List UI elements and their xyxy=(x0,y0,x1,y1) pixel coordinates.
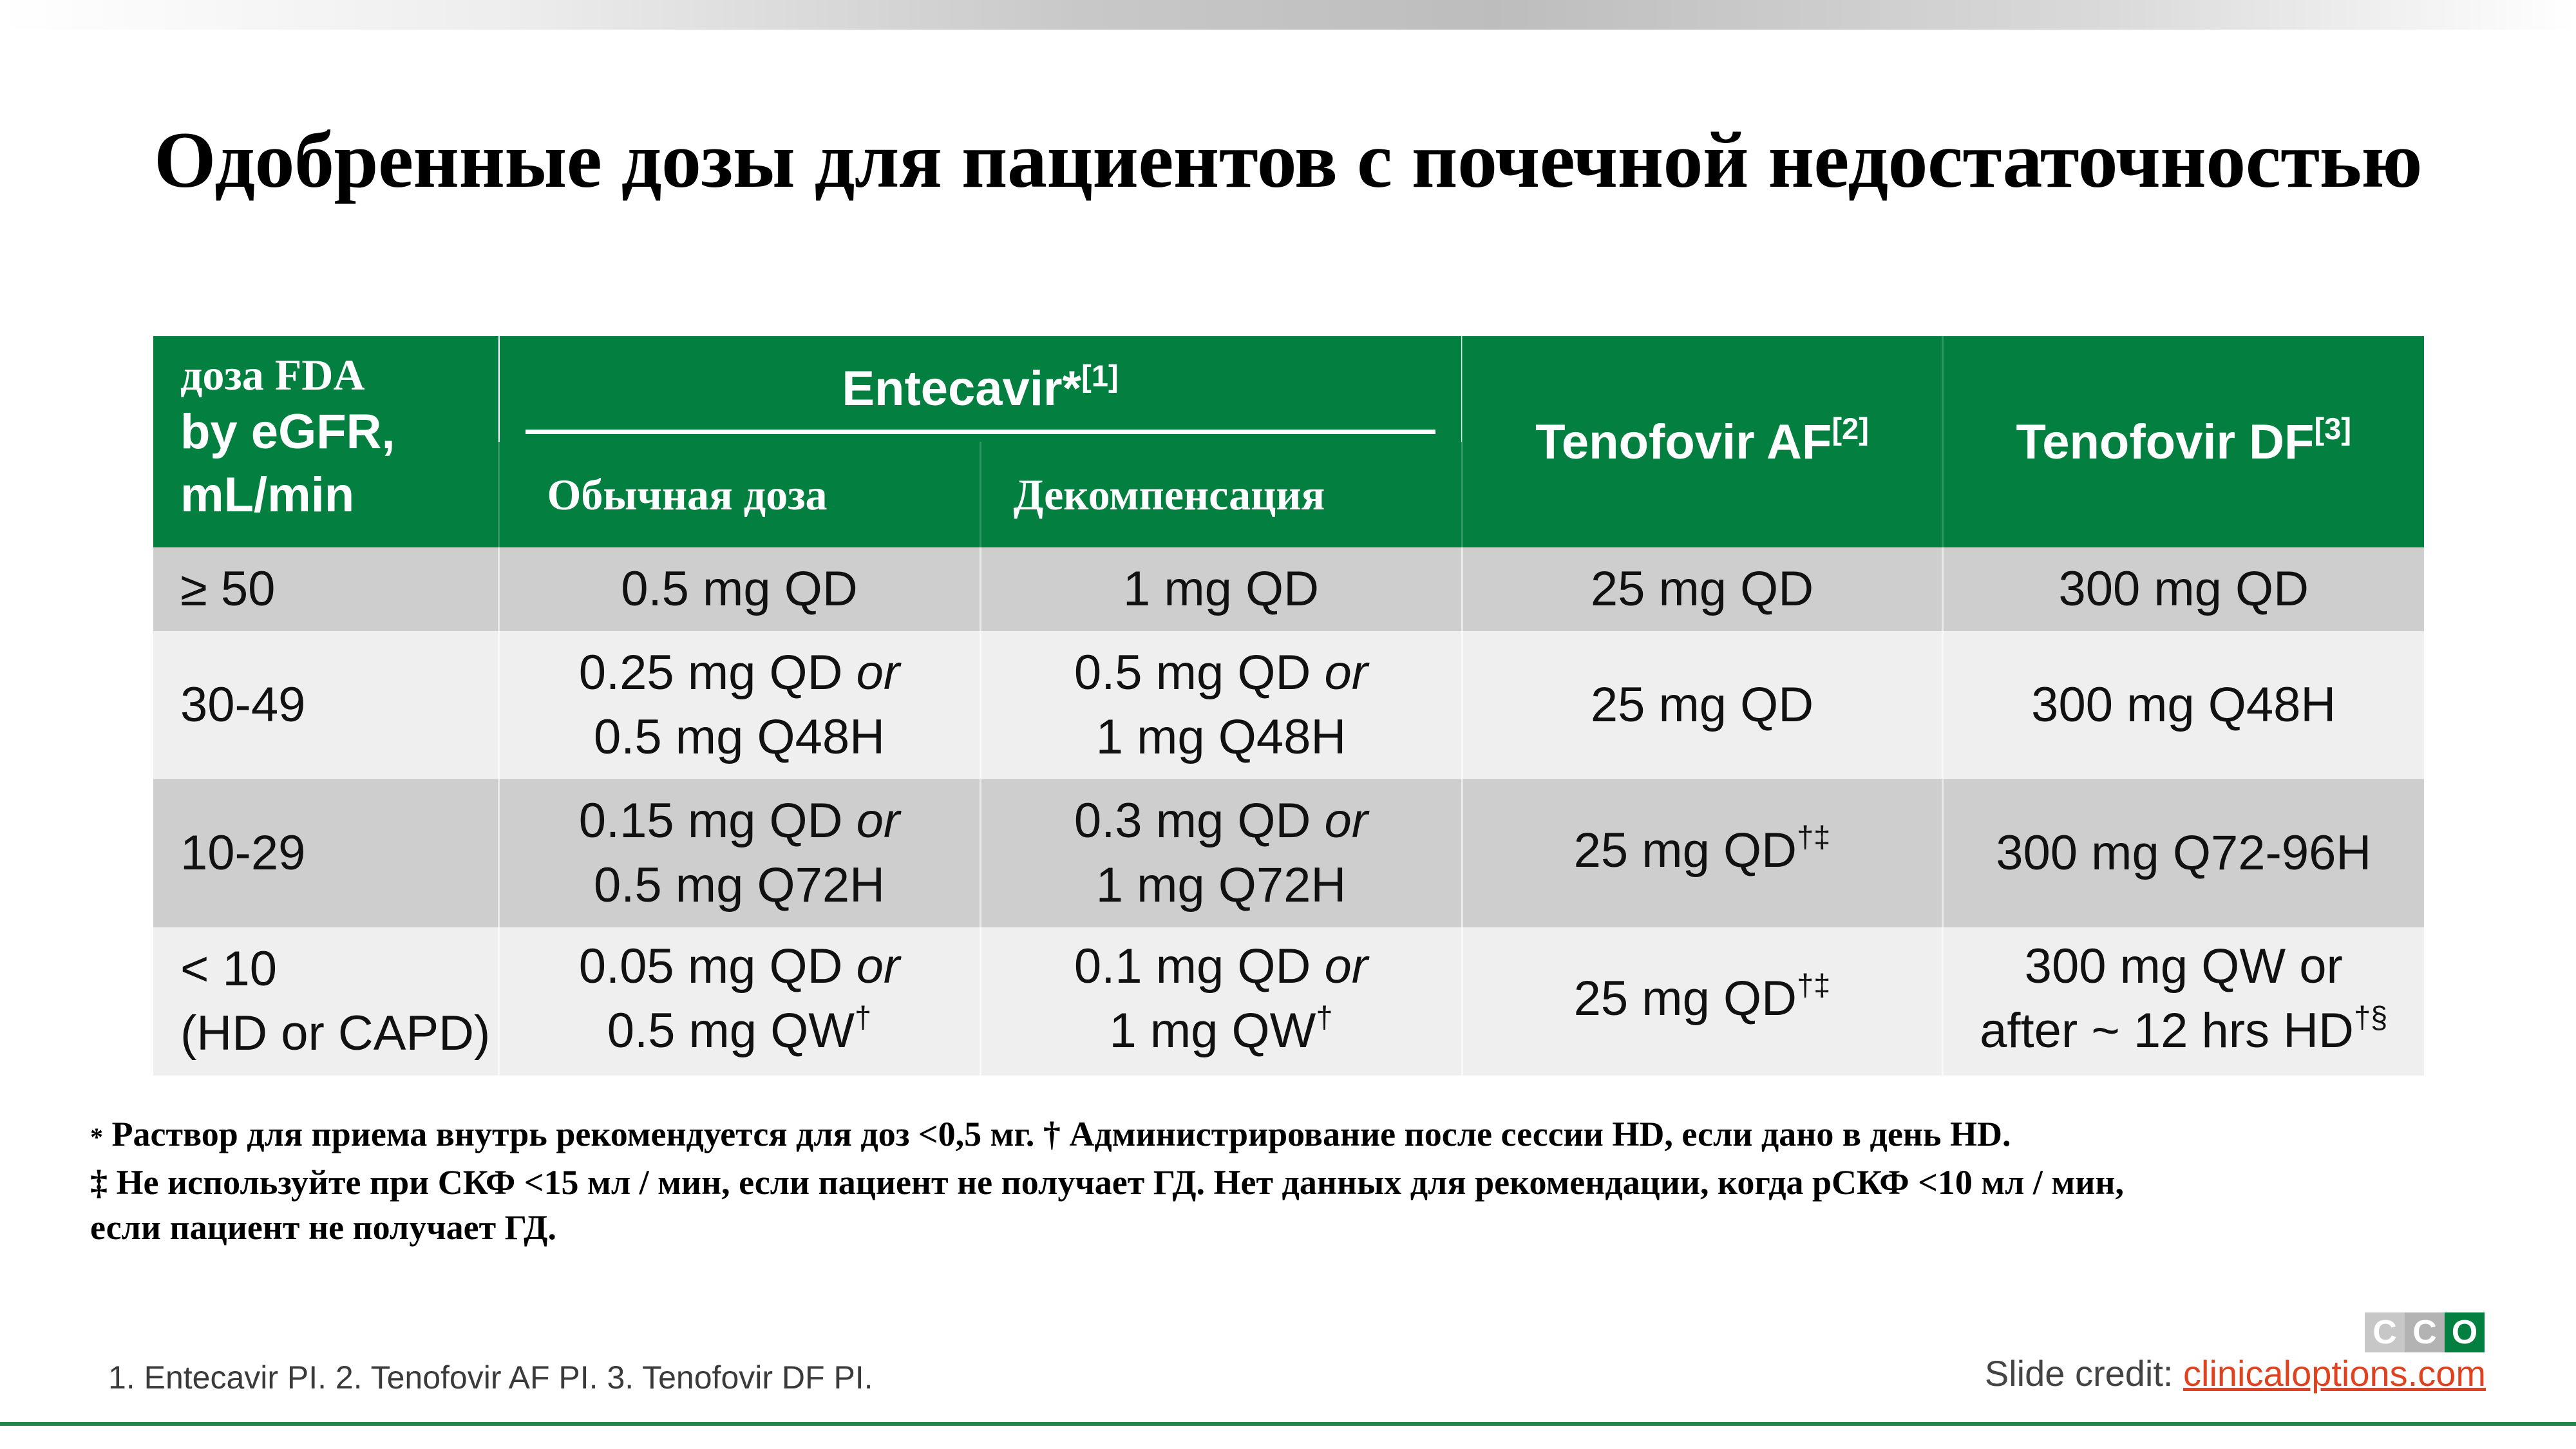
footnote-line: если пациент не получает ГД. xyxy=(90,1208,556,1247)
tdf-dose-cell: 300 mg Q48H xyxy=(1942,631,2424,779)
table-header-row xyxy=(153,336,2424,442)
taf-dose-cell: 25 mg QD xyxy=(1462,631,1942,779)
usual-dose-cell: 0.5 mg QD xyxy=(498,547,980,631)
usual-dose-cell: 0.15 mg QD or 0.5 mg Q72H xyxy=(498,779,980,927)
logo-letter: C xyxy=(2405,1312,2445,1352)
decomp-dose-cell: 0.1 mg QD or 1 mg QW† xyxy=(980,927,1462,1075)
header-tenofovir-df: Tenofovir DF[3] xyxy=(1942,336,2424,547)
table-row xyxy=(153,779,2424,927)
bottom-divider xyxy=(0,1422,2576,1426)
logo-letter: C xyxy=(2365,1312,2405,1352)
header-decompensation: Декомпенсация xyxy=(980,442,1462,547)
top-gradient-bar xyxy=(0,0,2576,30)
taf-dose-cell: 25 mg QD†‡ xyxy=(1462,779,1942,927)
usual-dose-cell: 0.05 mg QD or 0.5 mg QW† xyxy=(498,927,980,1075)
credit-label: Slide credit: xyxy=(1984,1353,2184,1394)
footnote-line: * Раствор для приема внутрь рекомендуется для доз <0,5 мг. † Администрирование после сессии HD, если дано в день HD. xyxy=(90,1115,2011,1153)
header-tenofovir-af: Tenofovir AF[2] xyxy=(1462,336,1942,547)
decomp-dose-cell: 0.5 mg QD or 1 mg Q48H xyxy=(980,631,1462,779)
logo-letter: O xyxy=(2445,1312,2485,1352)
taf-dose-cell: 25 mg QD xyxy=(1462,547,1942,631)
footnotes xyxy=(90,1112,2473,1250)
table-row xyxy=(153,631,2424,779)
references: 1. Entecavir PI. 2. Tenofovir AF PI. 3. Tenofovir DF PI. xyxy=(108,1359,873,1396)
decomp-dose-cell: 1 mg QD xyxy=(980,547,1462,631)
credit-link[interactable]: clinicaloptions.com xyxy=(2183,1353,2486,1394)
taf-dose-cell: 25 mg QD†‡ xyxy=(1462,927,1942,1075)
header-egfr-label: доза FDA by eGFR, mL/min xyxy=(153,336,498,547)
egfr-cell: 30-49 xyxy=(153,631,498,779)
tdf-dose-cell: 300 mg Q72-96H xyxy=(1942,779,2424,927)
egfr-cell: < 10 (HD or CAPD) xyxy=(153,927,498,1075)
dose-table xyxy=(153,336,2424,1075)
header-divider-rule xyxy=(526,430,1435,434)
table-row xyxy=(153,927,2424,1075)
egfr-cell: ≥ 50 xyxy=(153,547,498,631)
tdf-dose-cell: 300 mg QW or after ~ 12 hrs HD†§ xyxy=(1942,927,2424,1075)
header-usual-dose: Обычная доза xyxy=(498,442,980,547)
usual-dose-cell: 0.25 mg QD or 0.5 mg Q48H xyxy=(498,631,980,779)
slide-credit xyxy=(1985,1352,2486,1394)
slide-title: Одобренные дозы для пациентов с почечной недостаточностью xyxy=(153,116,2423,204)
header-entecavir: Entecavir*[1] xyxy=(498,336,1462,442)
tdf-dose-cell: 300 mg QD xyxy=(1942,547,2424,631)
decomp-dose-cell: 0.3 mg QD or 1 mg Q72H xyxy=(980,779,1462,927)
table-row xyxy=(153,547,2424,631)
egfr-cell: 10-29 xyxy=(153,779,498,927)
footnote-line: ‡ Не используйте при СКФ <15 мл / мин, если пациент не получает ГД. Нет данных для рекомендации, когда рСКФ <10 мл / мин, xyxy=(90,1163,2124,1202)
cco-logo xyxy=(2365,1312,2485,1352)
